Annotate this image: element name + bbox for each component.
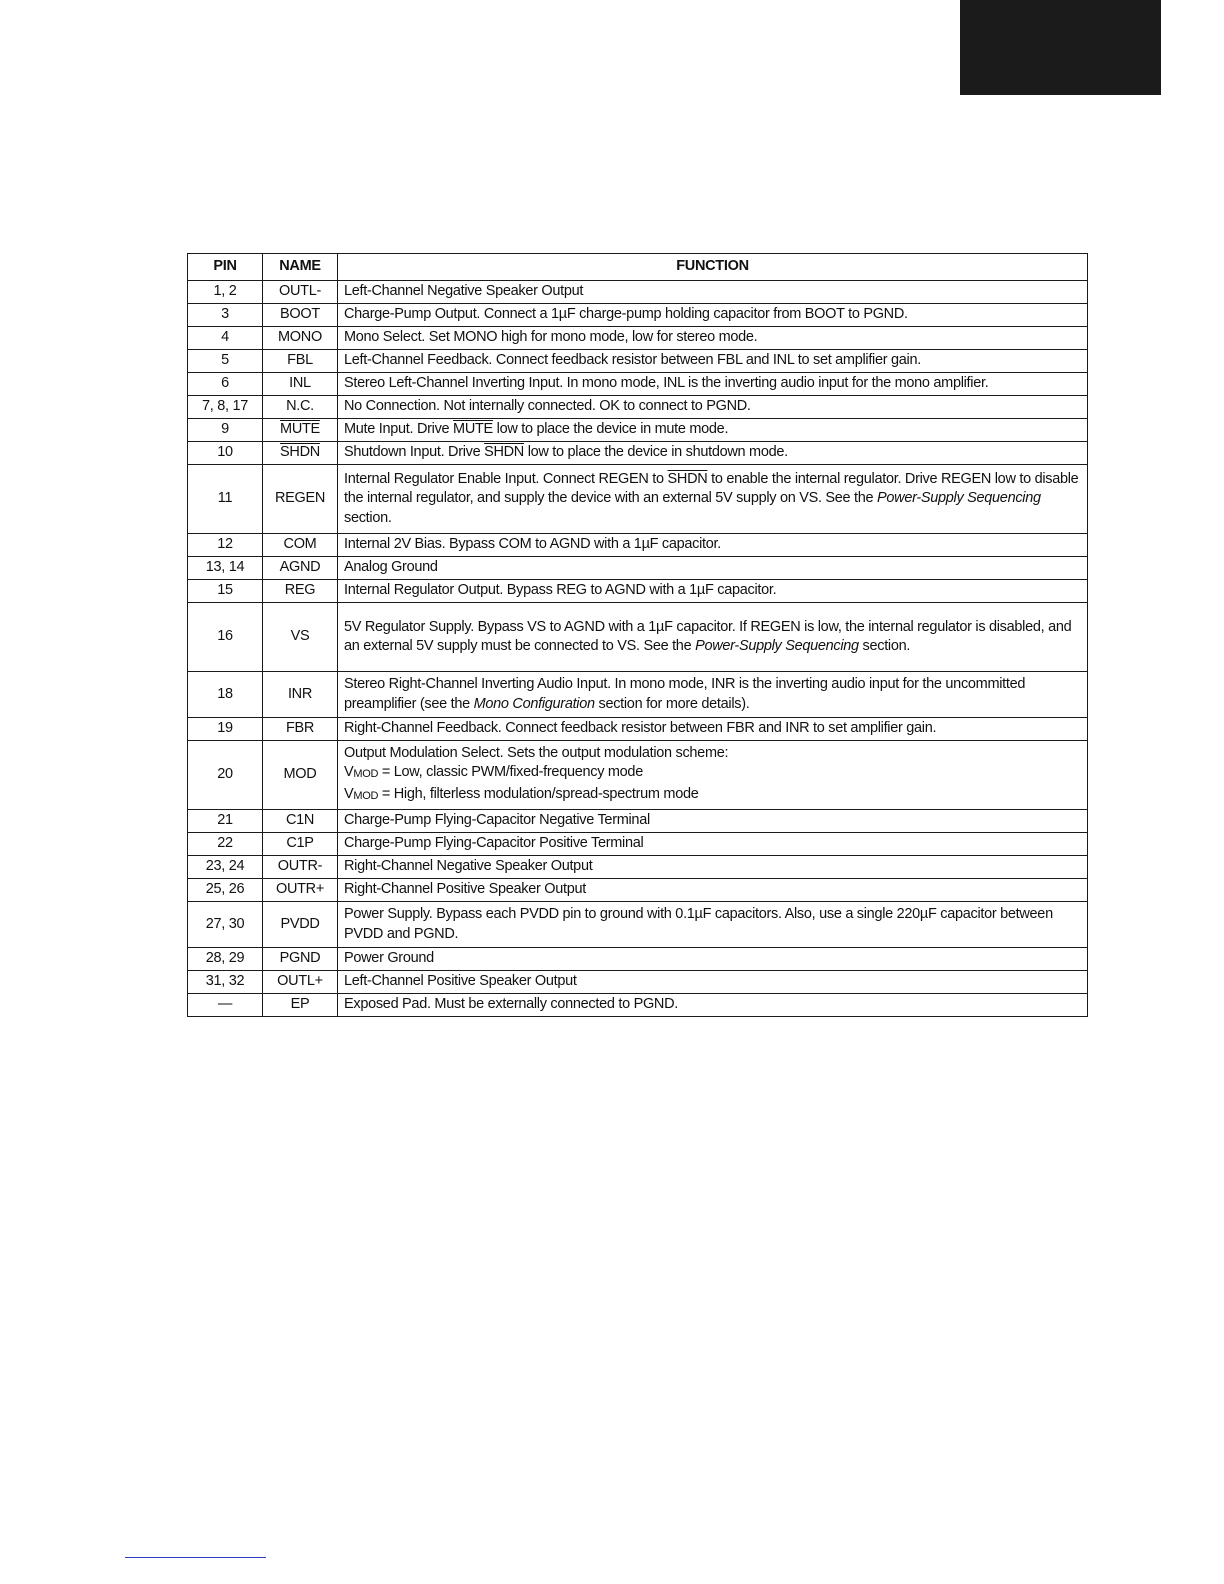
pin-number-cell: 15 — [188, 580, 263, 603]
pin-function-cell — [338, 902, 1088, 948]
pin-number-cell: 27, 30 — [188, 902, 263, 948]
pin-function-cell — [338, 534, 1088, 557]
pin-function-cell — [338, 350, 1088, 373]
function-text: Charge-Pump Output. Connect a 1µF charge-pump holding capacitor from BOOT to PGND. — [344, 306, 908, 323]
table-row — [188, 971, 1088, 994]
function-text: Power Ground — [344, 950, 434, 967]
pin-function-cell — [338, 879, 1088, 902]
pin-function-cell — [338, 741, 1088, 810]
pin-function-cell — [338, 603, 1088, 672]
table-row — [188, 350, 1088, 373]
table-row — [188, 672, 1088, 718]
corner-tab-block — [960, 0, 1161, 95]
function-text: Output Modulation Select. Sets the output modulation scheme: — [344, 744, 729, 761]
function-text: Left-Channel Negative Speaker Output — [344, 283, 584, 300]
function-text: section. — [344, 509, 392, 526]
pin-number-cell: — — [188, 994, 263, 1017]
function-text: Left-Channel Positive Speaker Output — [344, 973, 577, 990]
table-row — [188, 810, 1088, 833]
header-name: NAME — [263, 254, 338, 281]
function-text: Left-Channel Feedback. Connect feedback resistor between FBL and INL to set amplifier gain. — [344, 352, 921, 369]
table-row — [188, 741, 1088, 810]
table-row — [188, 603, 1088, 672]
pin-name-cell: C1N — [263, 810, 338, 833]
header-pin: PIN — [188, 254, 263, 281]
table-row — [188, 465, 1088, 534]
table-row — [188, 902, 1088, 948]
pin-name-cell: N.C. — [263, 396, 338, 419]
function-text: Internal Regulator Enable Input. Connect REGEN to — [344, 470, 668, 487]
pin-name-cell: FBL — [263, 350, 338, 373]
pin-function-cell — [338, 971, 1088, 994]
pin-number-cell: 16 — [188, 603, 263, 672]
pin-function-cell — [338, 833, 1088, 856]
pin-number-cell: 25, 26 — [188, 879, 263, 902]
pin-function-cell — [338, 856, 1088, 879]
pin-name-cell: COM — [263, 534, 338, 557]
pin-number-cell: 18 — [188, 672, 263, 718]
function-text: Power Supply. Bypass each PVDD pin to ground with 0.1µF capacitors. Also, use a single 220µF capacitor between PVDD and PGND. — [344, 906, 1053, 942]
pin-function-cell — [338, 580, 1088, 603]
pin-number-cell: 28, 29 — [188, 948, 263, 971]
pin-name-cell: C1P — [263, 833, 338, 856]
header-function: FUNCTION — [338, 254, 1088, 281]
pin-number-cell: 1, 2 — [188, 281, 263, 304]
pin-number-cell: 31, 32 — [188, 971, 263, 994]
pin-number-cell: 21 — [188, 810, 263, 833]
function-text: No Connection. Not internally connected. OK to connect to PGND. — [344, 398, 751, 415]
pin-number-cell: 5 — [188, 350, 263, 373]
function-text: section for more details). — [594, 695, 750, 712]
function-text: Shutdown Input. Drive — [344, 444, 485, 461]
table-row — [188, 833, 1088, 856]
function-text: MOD — [353, 768, 379, 781]
pin-name-cell: PVDD — [263, 902, 338, 948]
pin-function-cell — [338, 994, 1088, 1017]
footer-rule — [125, 1557, 266, 1558]
function-text: Internal Regulator Output. Bypass REG to AGND with a 1µF capacitor. — [344, 582, 777, 599]
function-text: to enable the internal regulator. Drive REGEN low to disable the internal regulator, and supply the device with an external 5V supply on VS. See the — [344, 470, 1079, 507]
function-text: V — [344, 764, 354, 781]
pin-function-cell — [338, 810, 1088, 833]
table-header-row — [188, 254, 1088, 281]
pin-name-cell: REGEN — [263, 465, 338, 534]
table-row — [188, 718, 1088, 741]
pin-number-cell: 12 — [188, 534, 263, 557]
pin-number-cell: 3 — [188, 304, 263, 327]
table-row — [188, 879, 1088, 902]
function-text: Right-Channel Feedback. Connect feedback resistor between FBR and INR to set amplifier gain. — [344, 720, 937, 737]
function-text: Exposed Pad. Must be externally connected to PGND. — [344, 996, 678, 1013]
pin-name-cell: VS — [263, 603, 338, 672]
pin-name-cell: OUTL- — [263, 281, 338, 304]
table-row — [188, 442, 1088, 465]
pin-function-cell — [338, 442, 1088, 465]
pin-function-cell — [338, 672, 1088, 718]
function-text: Charge-Pump Flying-Capacitor Positive Terminal — [344, 835, 644, 852]
function-text: low to place the device in shutdown mode. — [523, 444, 788, 461]
pin-function-cell — [338, 718, 1088, 741]
function-text: Stereo Left-Channel Inverting Input. In mono mode, INL is the inverting audio input for the mono amplifier. — [344, 375, 989, 392]
function-text: Mono Select. Set MONO high for mono mode, low for stereo mode. — [344, 329, 758, 346]
pin-name-cell: PGND — [263, 948, 338, 971]
pin-name-cell: EP — [263, 994, 338, 1017]
function-text: Power-Supply Sequencing — [695, 638, 859, 654]
table-row — [188, 994, 1088, 1017]
pin-function-cell — [338, 281, 1088, 304]
pin-name-cell: MOD — [263, 741, 338, 810]
pin-number-cell: 20 — [188, 741, 263, 810]
function-text: MOD — [353, 789, 379, 802]
pin-function-cell — [338, 419, 1088, 442]
pin-name-cell: SHDN — [263, 442, 338, 465]
table-row — [188, 856, 1088, 879]
table-row — [188, 327, 1088, 350]
pin-name-cell: MUTE — [263, 419, 338, 442]
pin-name-cell: INL — [263, 373, 338, 396]
function-text: SHDN — [667, 470, 708, 487]
pin-name-cell: OUTR- — [263, 856, 338, 879]
pin-function-cell — [338, 327, 1088, 350]
pin-name-cell: MONO — [263, 327, 338, 350]
pin-name-cell: INR — [263, 672, 338, 718]
pin-function-cell — [338, 373, 1088, 396]
pin-name-cell: REG — [263, 580, 338, 603]
pin-number-cell: 4 — [188, 327, 263, 350]
function-text: section. — [858, 638, 911, 654]
pin-function-cell — [338, 557, 1088, 580]
function-text: SHDN — [484, 444, 524, 461]
pin-number-cell: 13, 14 — [188, 557, 263, 580]
table-row — [188, 304, 1088, 327]
function-text: Internal 2V Bias. Bypass COM to AGND with a 1µF capacitor. — [344, 536, 721, 553]
function-text: Mute Input. Drive — [344, 421, 454, 438]
function-text: MUTE — [453, 421, 493, 438]
pin-number-cell: 11 — [188, 465, 263, 534]
function-text: Stereo Right-Channel Inverting Audio Input. In mono mode, INR is the inverting audio input for the uncommitted preamplifier (see the — [344, 676, 1026, 712]
function-text: Analog Ground — [344, 559, 438, 576]
table-row — [188, 419, 1088, 442]
pin-number-cell: 6 — [188, 373, 263, 396]
pin-number-cell: 23, 24 — [188, 856, 263, 879]
function-text: V — [344, 785, 354, 802]
function-text: Mono Configuration — [473, 695, 595, 712]
function-text: low to place the device in mute mode. — [492, 421, 729, 438]
table-row — [188, 948, 1088, 971]
pin-name-cell: AGND — [263, 557, 338, 580]
table-row — [188, 281, 1088, 304]
pin-function-cell — [338, 465, 1088, 534]
table-row — [188, 396, 1088, 419]
pin-function-cell — [338, 396, 1088, 419]
pin-name-cell: BOOT — [263, 304, 338, 327]
function-text: Charge-Pump Flying-Capacitor Negative Terminal — [344, 812, 650, 829]
table-row — [188, 534, 1088, 557]
table-row — [188, 557, 1088, 580]
table-row — [188, 580, 1088, 603]
pin-number-cell: 19 — [188, 718, 263, 741]
pin-number-cell: 22 — [188, 833, 263, 856]
function-text: Right-Channel Negative Speaker Output — [344, 858, 593, 875]
pin-number-cell: 9 — [188, 419, 263, 442]
pin-name-cell: OUTR+ — [263, 879, 338, 902]
pin-name-cell: OUTL+ — [263, 971, 338, 994]
table-body — [188, 281, 1088, 1017]
pin-description-table — [187, 253, 1088, 1017]
table-row — [188, 373, 1088, 396]
function-text: = High, filterless modulation/spread-spectrum mode — [378, 785, 699, 802]
function-text: Power-Supply Sequencing — [877, 490, 1041, 507]
pin-number-cell: 7, 8, 17 — [188, 396, 263, 419]
function-text: 5V Regulator Supply. Bypass VS to AGND with a 1µF capacitor. If REGEN is low, the internal regulator is disabled, and an external 5V supply must be connected to VS. See the — [344, 618, 1072, 654]
function-text: = Low, classic PWM/fixed-frequency mode — [378, 764, 643, 781]
pin-name-cell: FBR — [263, 718, 338, 741]
pin-number-cell: 10 — [188, 442, 263, 465]
function-text: Right-Channel Positive Speaker Output — [344, 881, 586, 898]
pin-function-cell — [338, 304, 1088, 327]
pin-function-cell — [338, 948, 1088, 971]
